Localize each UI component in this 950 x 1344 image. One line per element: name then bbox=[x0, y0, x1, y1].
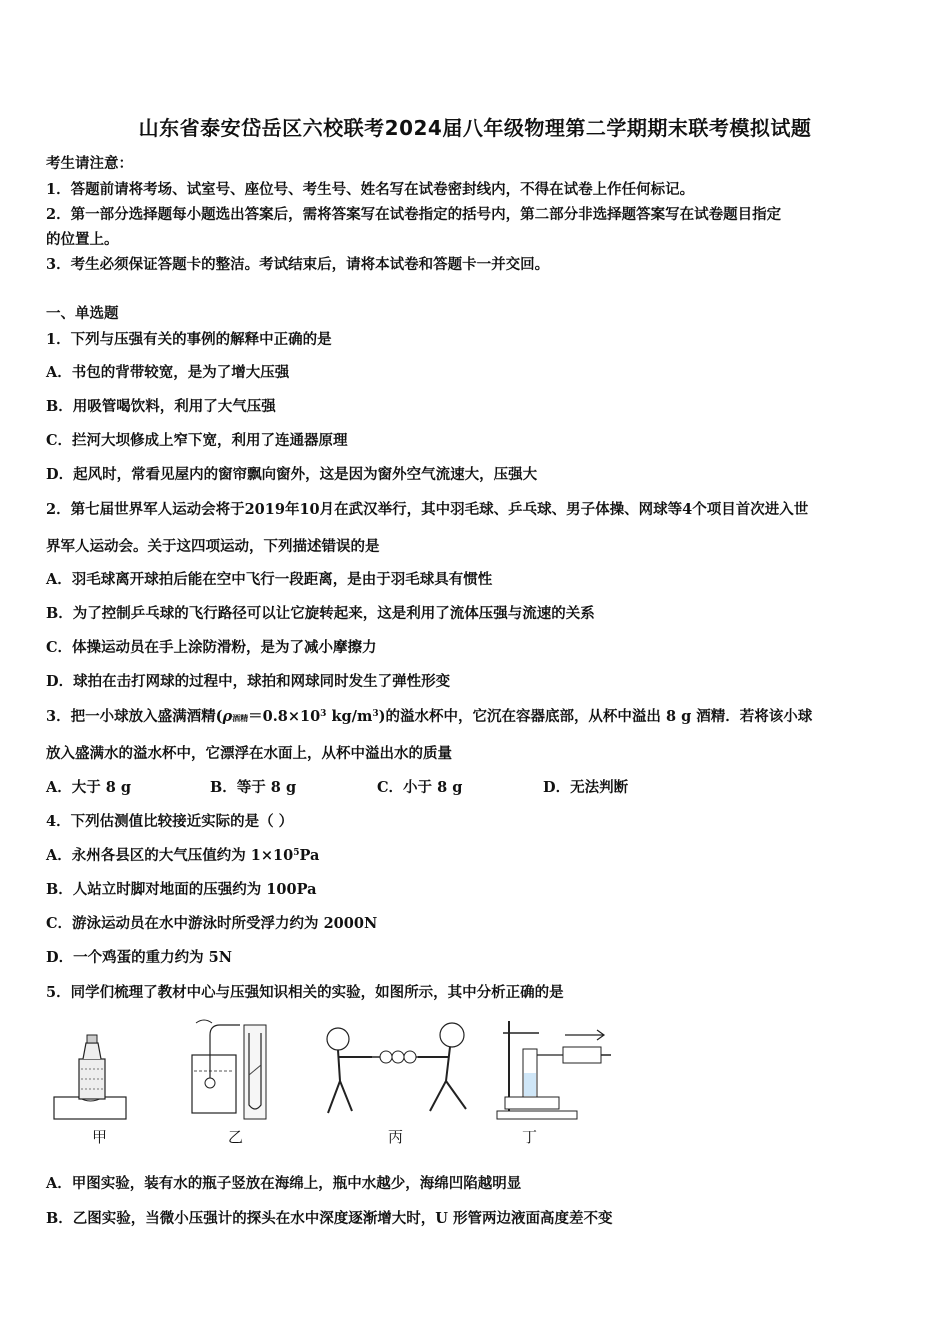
q1-option-b: B．用吸管喝饮料，利用了大气压强 bbox=[46, 398, 276, 415]
q2-option-c: C．体操运动员在手上涂防滑粉，是为了减小摩擦力 bbox=[46, 639, 377, 656]
q5-stem: 5．同学们梳理了教材中心与压强知识相关的实验，如图所示，其中分析正确的是 bbox=[46, 984, 564, 1001]
q5-option-a: A．甲图实验，装有水的瓶子竖放在海绵上，瓶中水越少，海绵凹陷越明显 bbox=[46, 1175, 522, 1192]
q3-option-b: B．等于 8 g bbox=[210, 779, 297, 796]
notice-item-3: 3．考生必须保证答题卡的整洁。考试结束后，请将本试卷和答题卡一并交回。 bbox=[46, 256, 550, 273]
rho-symbol: ρ bbox=[222, 708, 233, 725]
q1-option-d: D．起风时，常看见屋内的窗帘飘向窗外，这是因为窗外空气流速大，压强大 bbox=[46, 466, 538, 483]
q3-stem-part-a: 3．把一小球放入盛满酒精( bbox=[46, 708, 223, 725]
q3-option-c: C．小于 8 g bbox=[377, 779, 463, 796]
q4-exponent: 5 bbox=[293, 848, 300, 858]
q4-option-d: D．一个鸡蛋的重力约为 5N bbox=[46, 949, 232, 966]
notice-heading: 考生请注意： bbox=[46, 155, 133, 172]
q2-option-b: B．为了控制乒乓球的飞行路径可以让它旋转起来，这是利用了流体压强与流速的关系 bbox=[46, 605, 595, 622]
caption-ding: 丁 bbox=[522, 1128, 538, 1146]
q1-stem: 1．下列与压强有关的事例的解释中正确的是 bbox=[46, 331, 332, 348]
q2-option-d: D．球拍在击打网球的过程中，球拍和网球同时发生了弹性形变 bbox=[46, 673, 451, 690]
figure-bing-hemispheres-tug bbox=[318, 1015, 478, 1125]
notice-item-1: 1．答题前请将考场、试室号、座位号、考生号、姓名写在试卷密封线内，不得在试卷上作任何标记。 bbox=[46, 181, 695, 198]
notice-item-2: 2．第一部分选择题每小题选出答案后，需将答案写在试卷指定的括号内，第二部分非选择题答案写在试卷题目指定 bbox=[46, 206, 782, 223]
q3-stem-part-d: )的溢水杯中，它沉在容器底部，从杯中溢出 8 g 酒精．若将该小球 bbox=[378, 708, 813, 725]
notice-item-2-cont: 的位置上。 bbox=[46, 231, 119, 248]
figure-yi-pressure-gauge bbox=[170, 1015, 280, 1125]
q3-option-a: A．大于 8 g bbox=[46, 779, 132, 796]
q4-option-a-part-b: Pa bbox=[299, 847, 320, 864]
exam-title: 山东省泰安岱岳区六校联考2024届八年级物理第二学期期末联考模拟试题 bbox=[138, 116, 812, 140]
q2-stem-1: 2．第七届世界军人运动会将于2019年10月在武汉举行，其中羽毛球、乒乓球、男子体操、网球等4个项目首次进入世 bbox=[46, 501, 809, 518]
q2-stem-2: 界军人运动会。关于这四项运动，下列描述错误的是 bbox=[46, 538, 380, 555]
q4-option-a-part-a: A．永州各县区的大气压值约为 1×10 bbox=[46, 847, 294, 864]
q4-stem: 4．下列估测值比较接近实际的是（ ） bbox=[46, 813, 294, 830]
q1-option-c: C．拦河大坝修成上窄下宽，利用了连通器原理 bbox=[46, 432, 348, 449]
caption-bing: 丙 bbox=[388, 1128, 404, 1146]
caption-yi: 乙 bbox=[228, 1128, 244, 1146]
figure-jia-bottle-on-sponge bbox=[50, 1025, 130, 1125]
q1-option-a: A．书包的背带较宽，是为了增大压强 bbox=[46, 364, 290, 381]
q4-option-c: C．游泳运动员在水中游泳时所受浮力约为 2000N bbox=[46, 915, 378, 932]
q5-option-b: B．乙图实验，当微小压强计的探头在水中深度逐渐增大时，U 形管两边液面高度差不变 bbox=[46, 1210, 613, 1227]
q4-option-b: B．人站立时脚对地面的压强约为 100Pa bbox=[46, 881, 317, 898]
figure-ding-syringe-boiling bbox=[493, 1015, 618, 1125]
q3-stem-part-b: ＝0.8×10 bbox=[248, 708, 321, 725]
q3-option-d: D．无法判断 bbox=[543, 779, 629, 796]
q2-option-a: A．羽毛球离开球拍后能在空中飞行一段距离，是由于羽毛球具有惯性 bbox=[46, 571, 493, 588]
q3-stem-1 bbox=[46, 705, 812, 726]
q3-exponent-1: 3 bbox=[320, 709, 327, 719]
q3-exponent-2: 3 bbox=[372, 709, 379, 719]
q3-stem-part-c: kg/m bbox=[326, 708, 373, 725]
caption-jia: 甲 bbox=[92, 1128, 108, 1146]
section-heading: 一、单选题 bbox=[46, 305, 119, 322]
rho-subscript: 酒精 bbox=[232, 713, 249, 723]
q4-option-a bbox=[46, 844, 319, 865]
q3-stem-2: 放入盛满水的溢水杯中，它漂浮在水面上，从杯中溢出水的质量 bbox=[46, 745, 452, 762]
